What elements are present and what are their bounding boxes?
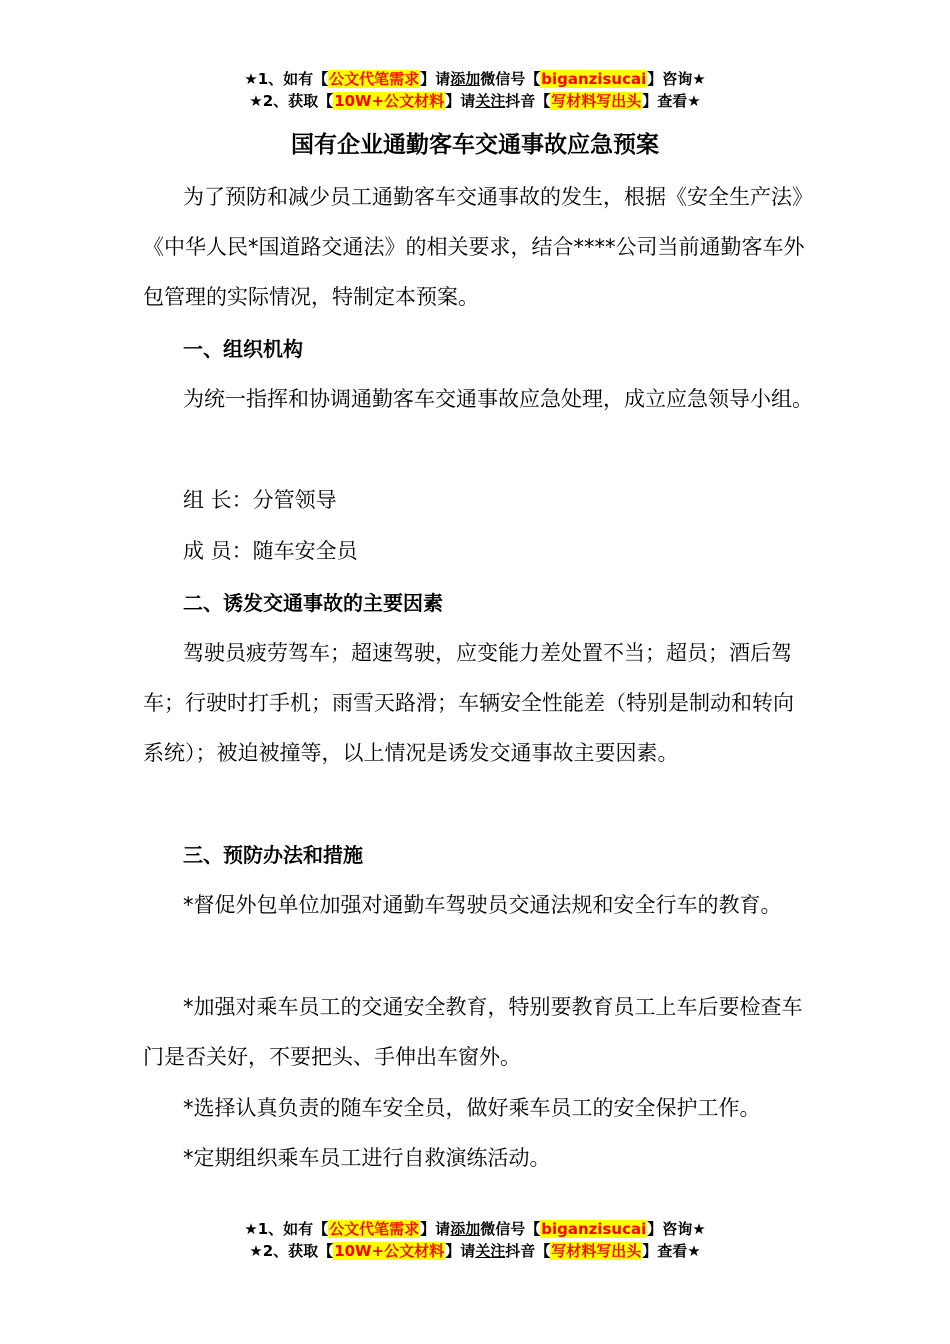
highlight-text: 写材料写出头	[551, 92, 642, 110]
section-heading-2: 二、诱发交通事故的主要因素	[183, 591, 443, 615]
highlight-text: 10W+公文材料	[334, 1242, 445, 1260]
section2-paragraph: 驾驶员疲劳驾车；超速驾驶，应变能力差处置不当；超员；酒后驾车；行驶时打手机；雨雪天路滑；车辆安全性能差（特别是制动和转向系统）；被迫被撞等，以上情况是诱发交通事故主要因素。	[143, 641, 794, 765]
highlight-text: biganzisucai	[541, 1220, 647, 1238]
banner-line-2: ★2、获取【10W+公文材料】请关注抖音【写材料写出头】查看★	[249, 1242, 701, 1260]
measure-item: *加强对乘车员工的交通安全教育，特别要教育员工上车后要检查车门是否关好，不要把头、手伸出车窗外。	[143, 995, 803, 1069]
banner-line-2: ★2、获取【10W+公文材料】请关注抖音【写材料写出头】查看★	[249, 92, 701, 110]
highlight-text: 10W+公文材料	[334, 92, 445, 110]
highlight-text: 公文代笔需求	[329, 70, 420, 88]
highlight-text: 写材料写出头	[551, 1242, 642, 1260]
section1-paragraph: 为统一指挥和协调通勤客车交通事故应急处理，成立应急领导小组。	[183, 387, 813, 411]
section-heading-1: 一、组织机构	[183, 337, 303, 361]
measure-item: *定期组织乘车员工进行自救演练活动。	[183, 1146, 551, 1170]
leader-line: 组 长：分管领导	[183, 488, 337, 512]
section-heading-3: 三、预防办法和措施	[183, 843, 363, 867]
member-line: 成 员：随车安全员	[183, 539, 358, 563]
header-banner	[0, 68, 950, 112]
banner-line-1: ★1、如有【公文代笔需求】请添加微信号【biganzisucai】咨询★	[244, 70, 706, 88]
highlight-text: 公文代笔需求	[329, 1220, 420, 1238]
footer-banner	[0, 1218, 950, 1262]
banner-line-1: ★1、如有【公文代笔需求】请添加微信号【biganzisucai】咨询★	[244, 1220, 706, 1238]
measure-item: *选择认真负责的随车安全员，做好乘车员工的安全保护工作。	[183, 1096, 761, 1120]
measure-item: *督促外包单位加强对通勤车驾驶员交通法规和安全行车的教育。	[183, 893, 782, 917]
intro-paragraph: 为了预防和减少员工通勤客车交通事故的发生，根据《安全生产法》《中华人民*国道路交通法》的相关要求，结合****公司当前通勤客车外包管理的实际情况，特制定本预案。	[143, 185, 813, 309]
highlight-text: biganzisucai	[541, 70, 647, 88]
document-title: 国有企业通勤客车交通事故应急预案	[291, 132, 659, 158]
